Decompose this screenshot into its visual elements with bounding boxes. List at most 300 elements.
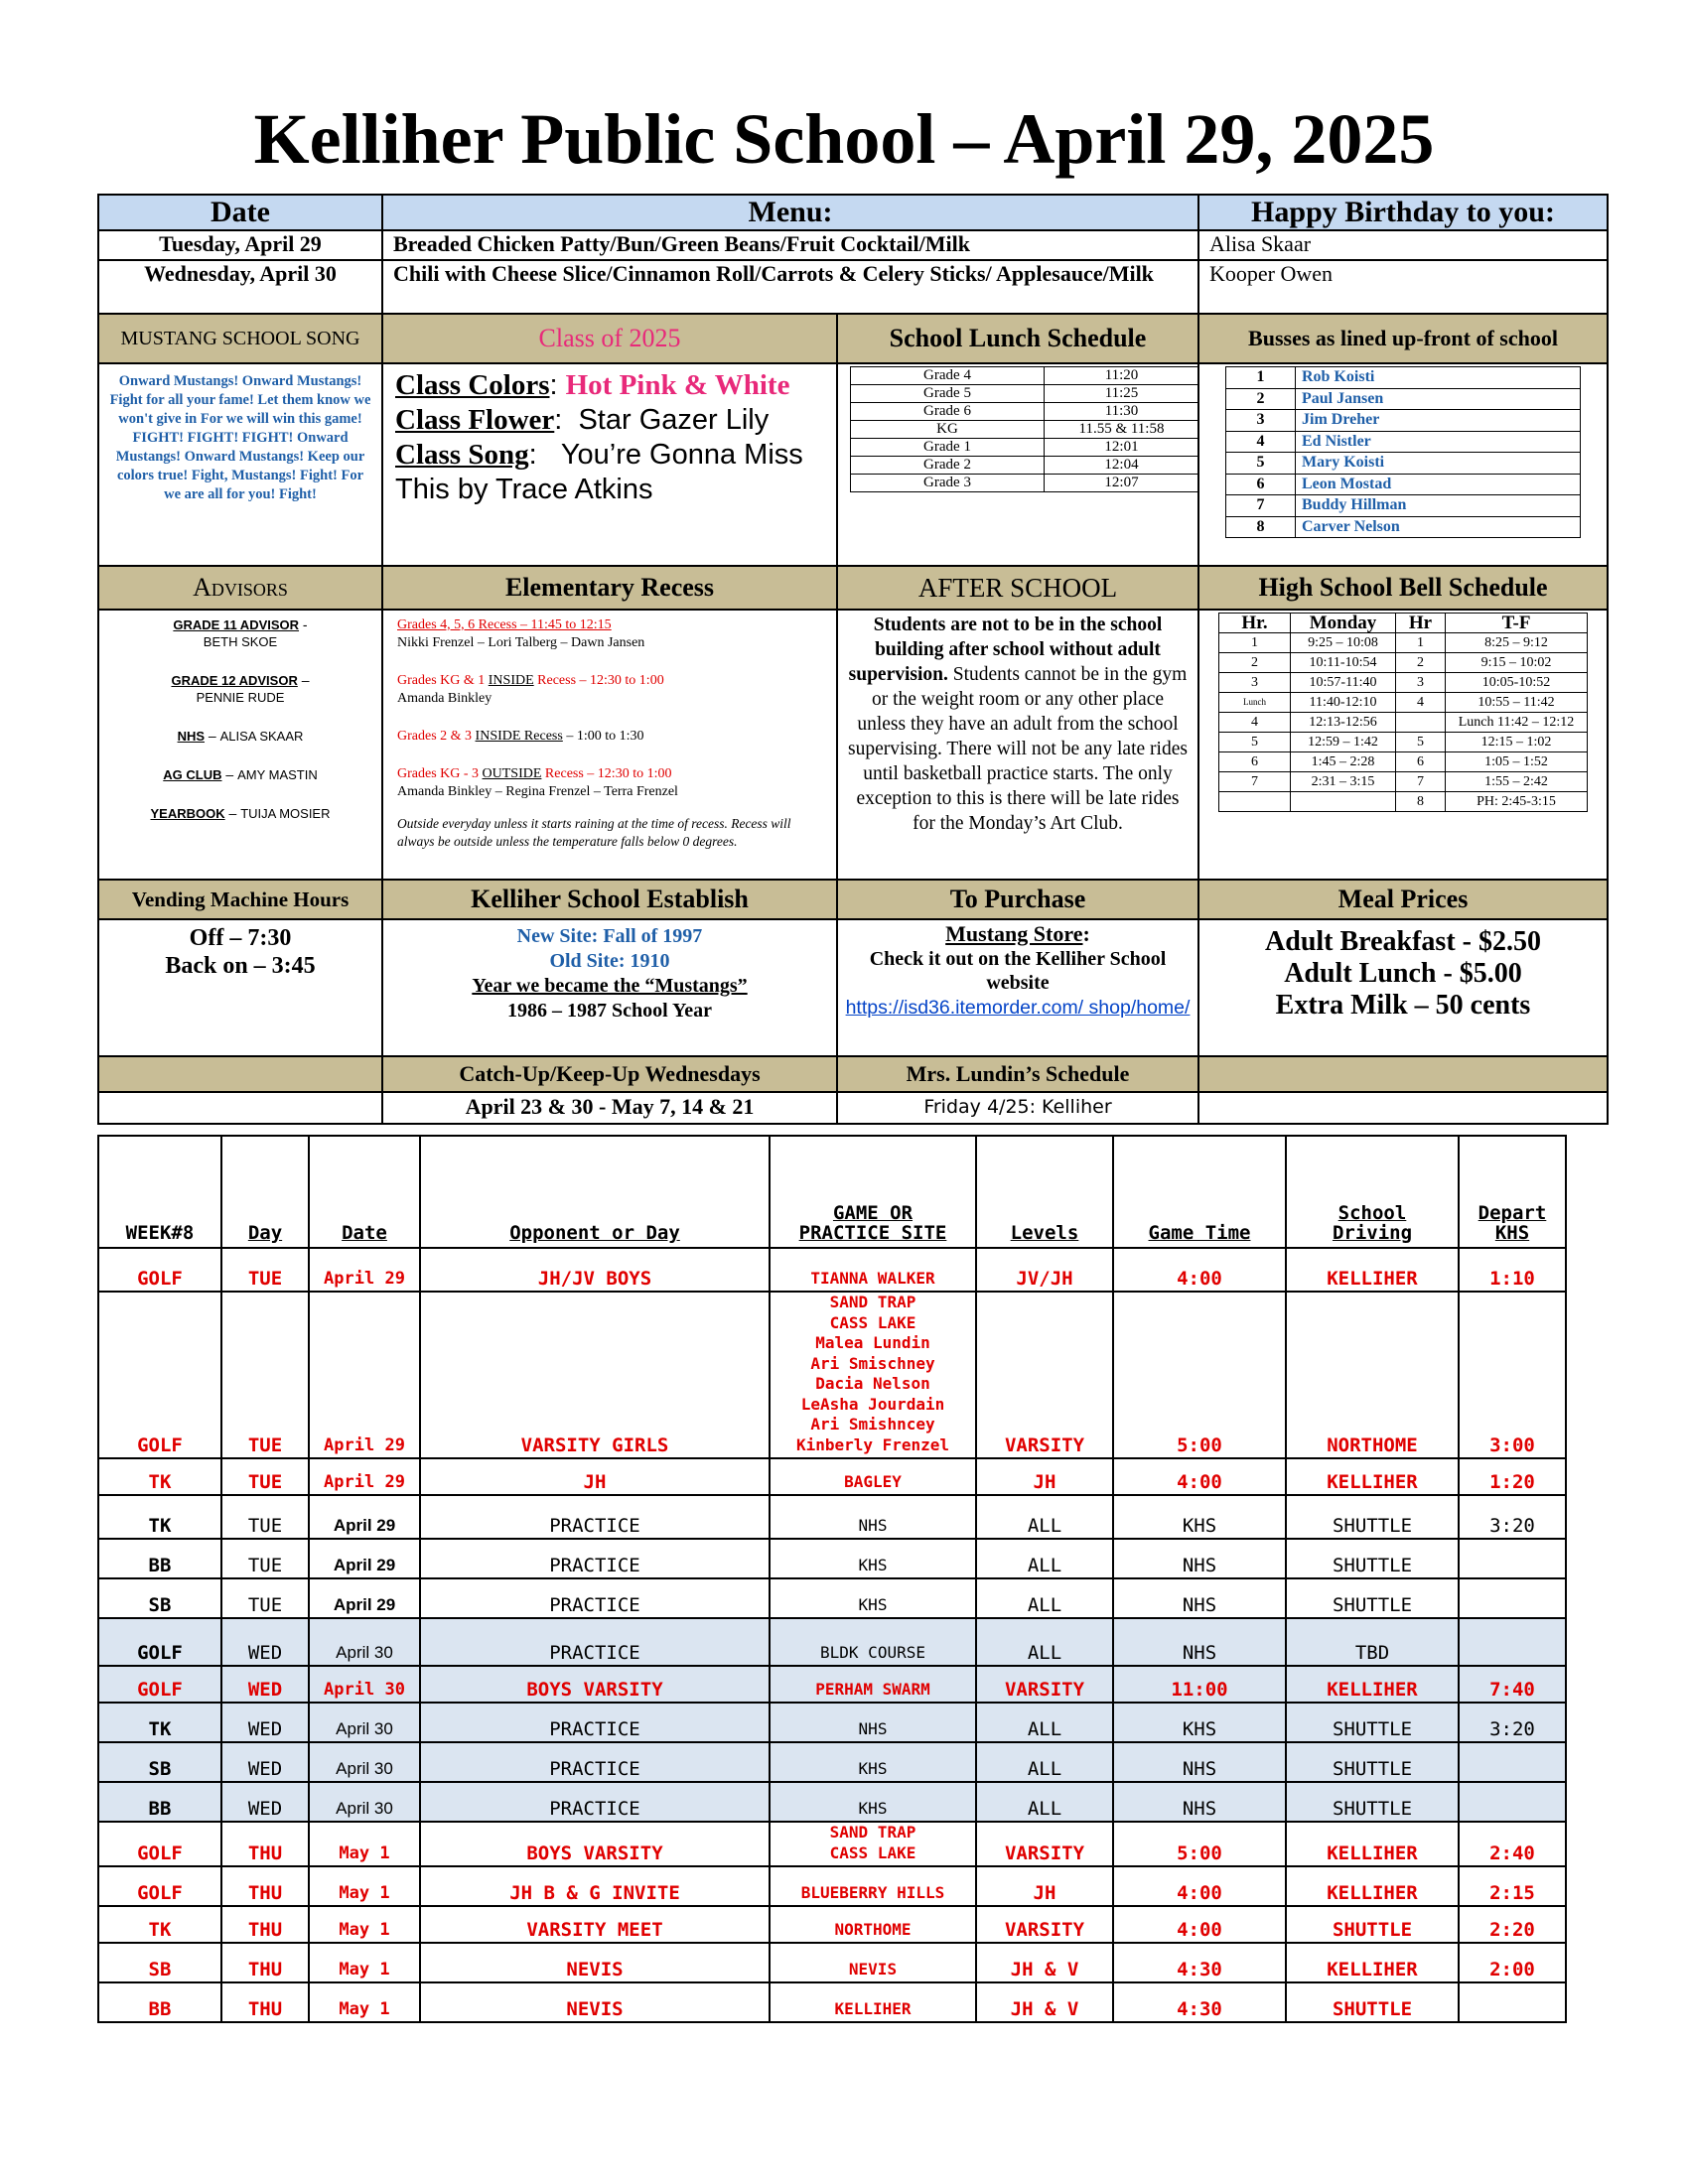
cell-day: WED (221, 1742, 309, 1782)
lunch-grade: Grade 4 (851, 367, 1045, 385)
schedule-row (98, 1703, 1566, 1742)
cell-opp: VARSITY MEET (420, 1906, 770, 1943)
cell-drive: KELLIHER (1286, 1943, 1459, 1982)
lunch-row (851, 385, 1199, 403)
page-title: Kelliher Public School – April 29, 2025 (253, 99, 1435, 179)
cell-time: NHS (1113, 1782, 1286, 1822)
bell-cell: Lunch (1219, 693, 1291, 713)
lunch-grade: KG (851, 421, 1045, 439)
bell-cell: 12:15 – 1:02 (1446, 733, 1588, 752)
bell-row (1219, 633, 1588, 653)
bell-row (1219, 693, 1588, 713)
schedule-row (98, 1458, 1566, 1495)
bell-col: Hr (1396, 614, 1446, 633)
schedule-row (98, 1248, 1566, 1292)
mustangs-year: 1986 – 1987 School Year (507, 1000, 712, 1022)
cell-levels: ALL (976, 1782, 1113, 1822)
cell-sport: GOLF (98, 1666, 221, 1703)
class-heading: Class of 2025 (382, 314, 837, 363)
recess-456: Grades 4, 5, 6 Recess – 11:45 to 12:15 (397, 617, 612, 632)
bus-driver: Carver Nelson (1296, 516, 1581, 538)
advisor-label: NHS (177, 729, 206, 744)
cell-drive: KELLIHER (1286, 1248, 1459, 1292)
bell-cell: 12:13-12:56 (1291, 713, 1396, 733)
establish-heading: Kelliher School Establish (382, 880, 837, 919)
recess-kg1-a: Grades KG & 1 (397, 673, 489, 688)
after-school-rest: Students cannot be in the gym or the weight room or any other place unless they have an adult from the school supervising. There will not be any late rides until basketball practice starts. The only exception to this is there will be late rides for the Monday’s Art Club. (848, 664, 1188, 834)
bus-number: 3 (1226, 410, 1296, 432)
advisor-name: AMY MASTIN (237, 767, 318, 782)
bell-cell: 2:31 – 3:15 (1291, 772, 1396, 792)
vending-hours (98, 919, 382, 1056)
advisor-label: YEARBOOK (150, 806, 225, 821)
cell-site: BLUEBERRY HILLS (770, 1866, 976, 1906)
bus-number: 2 (1226, 388, 1296, 410)
schedule-row (98, 1618, 1566, 1666)
bell-cell: 10:05-10:52 (1446, 673, 1588, 693)
bell-cell: 7 (1219, 772, 1291, 792)
cell-date: April 30 (309, 1666, 420, 1703)
vending-heading: Vending Machine Hours (98, 880, 382, 919)
cell-time: 4:00 (1113, 1458, 1286, 1495)
cell-drive: SHUTTLE (1286, 1982, 1459, 2022)
bell-cell: 5 (1219, 733, 1291, 752)
recess-kg3-a: Grades KG - 3 (397, 766, 483, 781)
cell-time: KHS (1113, 1703, 1286, 1742)
class-song-label: Class Song (395, 439, 529, 471)
blank-heading (98, 1056, 382, 1092)
cell-depart: 3:00 (1459, 1292, 1566, 1458)
lunch-grade: Grade 2 (851, 457, 1045, 475)
bell-cell: 2 (1219, 653, 1291, 673)
bus-number: 7 (1226, 495, 1296, 517)
catchup-dates: April 23 & 30 - May 7, 14 & 21 (382, 1092, 837, 1124)
cell-opp: PRACTICE (420, 1618, 770, 1666)
lunch-grade: Grade 1 (851, 439, 1045, 457)
class-flower-label: Class Flower (395, 404, 555, 436)
bus-row (1226, 474, 1581, 495)
cell-time: 5:00 (1113, 1822, 1286, 1866)
cell-day: TUE (221, 1539, 309, 1578)
class-song: You’re Gonna Miss This by Trace Atkins (395, 439, 803, 505)
catchup-heading: Catch-Up/Keep-Up Wednesdays (382, 1056, 837, 1092)
bus-number: 4 (1226, 431, 1296, 453)
cell-depart: 3:20 (1459, 1703, 1566, 1742)
advisor-label: AG CLUB (163, 767, 222, 782)
cell-depart: 2:20 (1459, 1906, 1566, 1943)
menu-items: Breaded Chicken Patty/Bun/Green Beans/Fruit Cocktail/Milk (382, 230, 1198, 260)
extra-milk: Extra Milk – 50 cents (1275, 990, 1531, 1021)
cell-time: NHS (1113, 1539, 1286, 1578)
cell-day: TUE (221, 1578, 309, 1618)
cell-drive: SHUTTLE (1286, 1539, 1459, 1578)
cell-levels: ALL (976, 1495, 1113, 1539)
cell-levels: JH (976, 1866, 1113, 1906)
schedule-row (98, 1578, 1566, 1618)
bus-driver: Leon Mostad (1296, 474, 1581, 495)
song-heading: MUSTANG SCHOOL SONG (98, 314, 382, 363)
bus-number: 6 (1226, 474, 1296, 495)
bus-row (1226, 453, 1581, 475)
bell-cell (1219, 792, 1291, 812)
cell-drive: KELLIHER (1286, 1458, 1459, 1495)
cell-opp: PRACTICE (420, 1578, 770, 1618)
bell-cell: 1:05 – 1:52 (1446, 752, 1588, 772)
bell-cell: 9:15 – 10:02 (1446, 653, 1588, 673)
class-colors-label: Class Colors (395, 369, 550, 401)
recess-kg1-b: INSIDE (488, 673, 534, 688)
bus-driver: Jim Dreher (1296, 410, 1581, 432)
cell-sport: GOLF (98, 1292, 221, 1458)
advisors-list (98, 610, 382, 880)
cell-sport: TK (98, 1703, 221, 1742)
recess-info (382, 610, 837, 880)
bus-driver: Buddy Hillman (1296, 495, 1581, 517)
schedule-row (98, 1292, 1566, 1458)
cell-site: KELLIHER (770, 1982, 976, 2022)
cell-time: 4:00 (1113, 1906, 1286, 1943)
cell-date: May 1 (309, 1822, 420, 1866)
cell-site: BAGLEY (770, 1458, 976, 1495)
cell-levels: VARSITY (976, 1822, 1113, 1866)
cell-levels: ALL (976, 1539, 1113, 1578)
store-link[interactable]: https://isd36.itemorder.com/ shop/home/ (845, 996, 1191, 1019)
bell-cell: 10:57-11:40 (1291, 673, 1396, 693)
bus-row (1226, 495, 1581, 517)
bell-cell: 1:55 – 2:42 (1446, 772, 1588, 792)
cell-time: NHS (1113, 1618, 1286, 1666)
bell-cell: 12:59 – 1:42 (1291, 733, 1396, 752)
lunch-time: 11:25 (1045, 385, 1199, 403)
cell-date: April 30 (309, 1618, 420, 1666)
cell-sport: GOLF (98, 1866, 221, 1906)
bell-cell: 4 (1219, 713, 1291, 733)
cell-time: 4:00 (1113, 1866, 1286, 1906)
cell-time: NHS (1113, 1578, 1286, 1618)
advisor-item: GRADE 12 ADVISOR – PENNIE RUDE (171, 672, 310, 705)
bell-row (1219, 733, 1588, 752)
date-header: Date (98, 195, 382, 230)
store-colon: : (1082, 921, 1090, 946)
adult-lunch: Adult Lunch - $5.00 (1284, 958, 1522, 989)
bell-cell: 10:11-10:54 (1291, 653, 1396, 673)
menu-items: Chili with Cheese Slice/Cinnamon Roll/Carrots & Celery Sticks/ Applesauce/Milk (382, 260, 1198, 314)
cell-day: TUE (221, 1292, 309, 1458)
advisor-name: BETH SKOE (203, 634, 278, 649)
cell-drive: KELLIHER (1286, 1866, 1459, 1906)
cell-drive: NORTHOME (1286, 1292, 1459, 1458)
cell-sport: TK (98, 1906, 221, 1943)
lunch-time: 12:07 (1045, 475, 1199, 492)
advisor-item: GRADE 11 ADVISOR - BETH SKOE (173, 616, 308, 649)
old-site: Old Site: 1910 (549, 950, 670, 972)
cell-date: April 29 (309, 1495, 420, 1539)
bell-cell: 2 (1396, 653, 1446, 673)
cell-day: TUE (221, 1495, 309, 1539)
cell-depart (1459, 1982, 1566, 2022)
bell-row (1219, 713, 1588, 733)
bus-number: 8 (1226, 516, 1296, 538)
cell-site: KHS (770, 1539, 976, 1578)
cell-date: April 29 (309, 1292, 420, 1458)
bus-row (1226, 410, 1581, 432)
bus-number: 1 (1226, 367, 1296, 389)
cell-sport: SB (98, 1742, 221, 1782)
lunch-schedule (837, 363, 1198, 566)
schedule-row (98, 1866, 1566, 1906)
lunch-row (851, 475, 1199, 492)
bell-row (1219, 653, 1588, 673)
cell-time: 4:30 (1113, 1943, 1286, 1982)
menu-date: Tuesday, April 29 (98, 230, 382, 260)
meal-prices (1198, 919, 1608, 1056)
recess-kg1-staff: Amanda Binkley (397, 691, 492, 706)
activity-schedule (97, 1135, 1567, 2023)
bus-driver: Paul Jansen (1296, 388, 1581, 410)
lunch-row (851, 457, 1199, 475)
cell-levels: ALL (976, 1703, 1113, 1742)
col-date: Date (309, 1136, 420, 1248)
blank-cell (98, 1092, 382, 1124)
lunch-row (851, 367, 1199, 385)
cell-date: April 29 (309, 1248, 420, 1292)
advisor-item: YEARBOOK – TUIJA MOSIER (150, 805, 331, 821)
cell-opp: BOYS VARSITY (420, 1822, 770, 1866)
schedule-row (98, 1906, 1566, 1943)
bell-row (1219, 792, 1588, 812)
class-colors: Hot Pink & White (565, 369, 790, 401)
col-week: WEEK#8 (98, 1136, 221, 1248)
cell-site: NORTHOME (770, 1906, 976, 1943)
recess-kg3-b: OUTSIDE (482, 766, 542, 781)
lunch-row (851, 403, 1199, 421)
cell-site: SAND TRAP CASS LAKE (770, 1822, 976, 1866)
cell-opp: JH B & G INVITE (420, 1866, 770, 1906)
lunch-time: 12:01 (1045, 439, 1199, 457)
bus-list (1198, 363, 1608, 566)
blank-cell (1198, 1092, 1608, 1124)
cell-depart (1459, 1539, 1566, 1578)
cell-date: May 1 (309, 1982, 420, 2022)
cell-opp: NEVIS (420, 1943, 770, 1982)
advisors-heading: Advisors (98, 566, 382, 610)
cell-opp: PRACTICE (420, 1495, 770, 1539)
after-school-heading: AFTER SCHOOL (837, 566, 1198, 610)
lunch-time: 12:04 (1045, 457, 1199, 475)
cell-opp: PRACTICE (420, 1782, 770, 1822)
schedule-row (98, 1782, 1566, 1822)
bell-cell: 10:55 – 11:42 (1446, 693, 1588, 713)
advisor-label: GRADE 11 ADVISOR (173, 617, 300, 632)
bell-cell (1291, 792, 1396, 812)
newsletter-grid (97, 194, 1609, 1125)
cell-sport: GOLF (98, 1248, 221, 1292)
recess-456-staff: Nikki Frenzel – Lori Talberg – Dawn Jansen (397, 635, 645, 650)
bell-row (1219, 772, 1588, 792)
schedule-row (98, 1495, 1566, 1539)
bus-row (1226, 367, 1581, 389)
class-flower: Star Gazer Lily (578, 404, 770, 436)
lunch-grade: Grade 3 (851, 475, 1045, 492)
col-day: Day (221, 1136, 309, 1248)
cell-levels: VARSITY (976, 1292, 1113, 1458)
bell-cell: 8 (1396, 792, 1446, 812)
lundin-schedule: Friday 4/25: Kelliher (837, 1092, 1198, 1124)
purchase-info (837, 919, 1198, 1056)
cell-date: May 1 (309, 1906, 420, 1943)
schedule-row (98, 1742, 1566, 1782)
cell-opp: VARSITY GIRLS (420, 1292, 770, 1458)
cell-date: April 29 (309, 1458, 420, 1495)
bus-driver: Ed Nistler (1296, 431, 1581, 453)
cell-opp: JH/JV BOYS (420, 1248, 770, 1292)
cell-date: April 30 (309, 1703, 420, 1742)
lunch-row (851, 439, 1199, 457)
cell-drive: KELLIHER (1286, 1822, 1459, 1866)
bell-schedule (1198, 610, 1608, 880)
bell-col: T-F (1446, 614, 1588, 633)
lunch-heading: School Lunch Schedule (837, 314, 1198, 363)
cell-day: TUE (221, 1248, 309, 1292)
col-driving: School Driving (1286, 1136, 1459, 1248)
cell-levels: JV/JH (976, 1248, 1113, 1292)
bell-cell: Lunch 11:42 – 12:12 (1446, 713, 1588, 733)
schedule-row (98, 1943, 1566, 1982)
after-school-text (837, 610, 1198, 880)
cell-site: KHS (770, 1578, 976, 1618)
cell-day: WED (221, 1703, 309, 1742)
advisor-item: NHS – ALISA SKAAR (177, 728, 304, 744)
cell-sport: TK (98, 1458, 221, 1495)
cell-sport: SB (98, 1578, 221, 1618)
cell-site: KHS (770, 1782, 976, 1822)
lunch-row (851, 421, 1199, 439)
cell-day: WED (221, 1666, 309, 1703)
cell-date: May 1 (309, 1866, 420, 1906)
cell-day: THU (221, 1906, 309, 1943)
cell-date: April 29 (309, 1578, 420, 1618)
cell-sport: TK (98, 1495, 221, 1539)
cell-opp: PRACTICE (420, 1703, 770, 1742)
cell-levels: ALL (976, 1618, 1113, 1666)
establish-info (382, 919, 837, 1056)
bell-cell: 4 (1396, 693, 1446, 713)
schedule-header (98, 1136, 1566, 1248)
cell-time: 5:00 (1113, 1292, 1286, 1458)
cell-day: THU (221, 1982, 309, 2022)
bell-heading: High School Bell Schedule (1198, 566, 1608, 610)
adult-breakfast: Adult Breakfast - $2.50 (1265, 926, 1541, 957)
recess-heading: Elementary Recess (382, 566, 837, 610)
cell-depart (1459, 1782, 1566, 1822)
cell-time: KHS (1113, 1495, 1286, 1539)
cell-day: TUE (221, 1458, 309, 1495)
cell-opp: BOYS VARSITY (420, 1666, 770, 1703)
cell-depart (1459, 1578, 1566, 1618)
recess-note: Outside everyday unless it starts raining at the time of recess. Recess will always be outside unless the temperature falls below 0 degrees. (397, 816, 791, 849)
bell-cell: 6 (1396, 752, 1446, 772)
bell-col: Monday (1291, 614, 1396, 633)
cell-levels: ALL (976, 1742, 1113, 1782)
school-song: Onward Mustangs! Onward Mustangs! Fight for all your fame! Let them know we won't give in For we will win this game! FIGHT! FIGHT! FIGHT! Onward Mustangs! Onward Mustangs! Keep our colors true! Fight, Mustangs! Fight! For we are all for you! Fight! (98, 363, 382, 566)
cell-day: WED (221, 1618, 309, 1666)
cell-time: 4:30 (1113, 1982, 1286, 2022)
cell-drive: SHUTTLE (1286, 1495, 1459, 1539)
schedule-row (98, 1822, 1566, 1866)
lunch-time: 11:20 (1045, 367, 1199, 385)
cell-opp: PRACTICE (420, 1539, 770, 1578)
cell-levels: ALL (976, 1578, 1113, 1618)
after-school-bold: Students are not to be in the school building after school without adult supervision. (848, 614, 1163, 685)
class-info: Class Colors: Hot Pink & White Class Flower: Star Gazer Lily Class Song: You’re Gonna Miss This by Trace Atkins (382, 363, 837, 566)
birthday-name: Alisa Skaar (1198, 230, 1608, 260)
mustangs-year-label: Year we became the “Mustangs” (472, 975, 748, 997)
purchase-heading: To Purchase (837, 880, 1198, 919)
cell-depart: 1:20 (1459, 1458, 1566, 1495)
mustang-store: Mustang Store (945, 921, 1083, 946)
bell-row (1219, 673, 1588, 693)
cell-drive: SHUTTLE (1286, 1782, 1459, 1822)
blank-heading (1198, 1056, 1608, 1092)
cell-depart (1459, 1742, 1566, 1782)
cell-levels: JH (976, 1458, 1113, 1495)
cell-depart: 2:00 (1459, 1943, 1566, 1982)
cell-site: NEVIS (770, 1943, 976, 1982)
bell-cell: PH: 2:45-3:15 (1446, 792, 1588, 812)
cell-drive: SHUTTLE (1286, 1703, 1459, 1742)
advisor-item: AG CLUB – AMY MASTIN (163, 766, 318, 782)
cell-day: THU (221, 1866, 309, 1906)
recess-kg3-staff: Amanda Binkley – Regina Frenzel – Terra Frenzel (397, 784, 678, 799)
cell-levels: VARSITY (976, 1666, 1113, 1703)
bell-cell: 1 (1396, 633, 1446, 653)
advisor-name: TUIJA MOSIER (240, 806, 331, 821)
bus-row (1226, 516, 1581, 538)
advisor-name: ALISA SKAAR (219, 729, 304, 744)
cell-opp: JH (420, 1458, 770, 1495)
recess-kg1-c: Recess – 12:30 to 1:00 (533, 673, 664, 688)
cell-time: NHS (1113, 1742, 1286, 1782)
cell-opp: PRACTICE (420, 1742, 770, 1782)
cell-site: TIANNA WALKER (770, 1248, 976, 1292)
cell-date: May 1 (309, 1943, 420, 1982)
meals-heading: Meal Prices (1198, 880, 1608, 919)
bus-row (1226, 388, 1581, 410)
cell-day: THU (221, 1943, 309, 1982)
cell-time: 11:00 (1113, 1666, 1286, 1703)
lundin-heading: Mrs. Lundin’s Schedule (837, 1056, 1198, 1092)
cell-time: 4:00 (1113, 1248, 1286, 1292)
bell-cell: 1 (1219, 633, 1291, 653)
busses-heading: Busses as lined up-front of school (1198, 314, 1608, 363)
cell-opp: NEVIS (420, 1982, 770, 2022)
cell-date: April 29 (309, 1539, 420, 1578)
bell-cell: 3 (1219, 673, 1291, 693)
col-depart: Depart KHS (1459, 1136, 1566, 1248)
cell-sport: BB (98, 1539, 221, 1578)
cell-depart: 2:15 (1459, 1866, 1566, 1906)
cell-depart: 3:20 (1459, 1495, 1566, 1539)
recess-23-b: INSIDE Recess (475, 729, 563, 744)
cell-site: BLDK COURSE (770, 1618, 976, 1666)
menu-header: Menu: (382, 195, 1198, 230)
cell-site: PERHAM SWARM (770, 1666, 976, 1703)
vending-on: Back on – 3:45 (165, 953, 316, 979)
cell-depart: 1:10 (1459, 1248, 1566, 1292)
cell-drive: SHUTTLE (1286, 1742, 1459, 1782)
cell-site: SAND TRAP CASS LAKE Malea Lundin Ari Smischney Dacia Nelson LeAsha Jourdain Ari Smishncey Kinberly Frenzel (770, 1292, 976, 1458)
cell-site: NHS (770, 1495, 976, 1539)
